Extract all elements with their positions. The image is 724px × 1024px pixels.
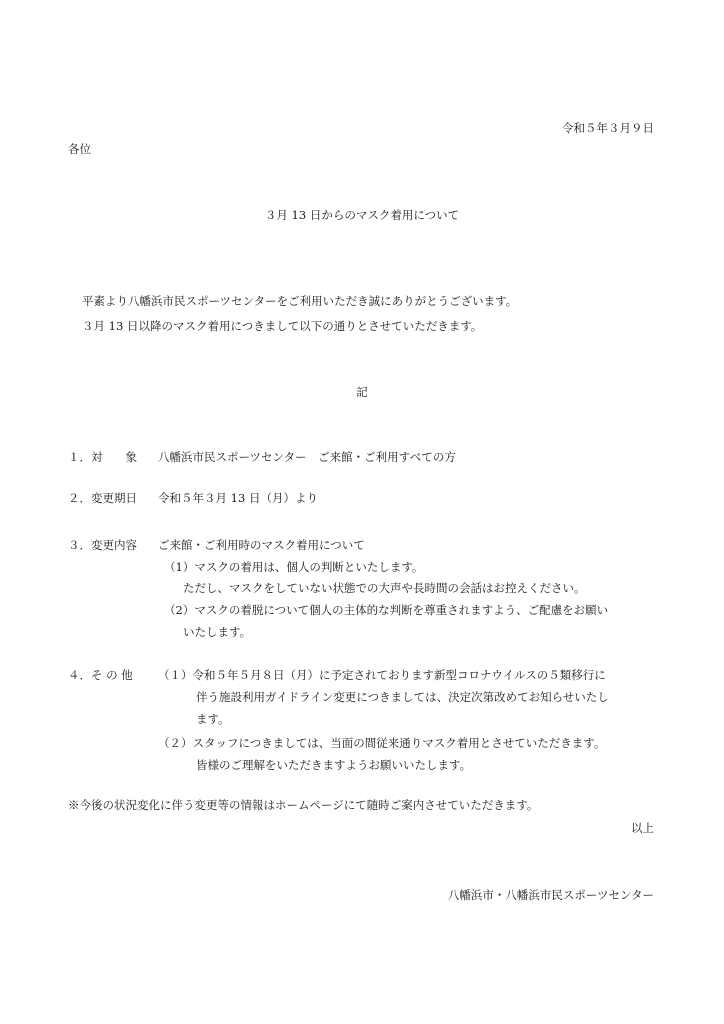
addressee: 各位: [68, 142, 91, 156]
item-target-value: 八幡浜市民スポーツセンター ご来館・ご利用すべての方: [158, 450, 456, 464]
item-other-line-2: 伴う施設利用ガイドライン変更につきましては、決定次第改めてお知らせいたし: [196, 690, 609, 704]
item-change-content-value: ご来館・ご利用時のマスク着用について: [158, 538, 365, 552]
item-change-date-label: ２．変更期日: [68, 491, 137, 505]
item-other-line-5: 皆様のご理解をいただきますようお願いいたします。: [196, 758, 472, 772]
item-other-label: ４．そ の 他: [68, 668, 133, 682]
intro-line-2: ３月 13 日以降のマスク着用につきまして以下の通りとさせていただきます。: [82, 319, 483, 333]
closing: 以上: [631, 821, 654, 835]
item-change-content-line-2: ただし、マスクをしていない状態での大声や長時間の会話はお控えください。: [183, 581, 586, 595]
document-title: ３月 13 日からのマスク着用について: [264, 208, 460, 222]
note: ※今後の状況変化に伴う変更等の情報はホームページにて随時ご案内させていただきます。: [68, 798, 539, 812]
item-other-line-4: （２）スタッフにつきましては、当面の間従来通りマスク着用とさせていただきます。: [158, 736, 606, 750]
item-change-date-value: 令和５年３月 13 日（月）より: [158, 491, 318, 505]
item-change-content-line-3: （2）マスクの着脱について個人の主体的な判断を尊重されますよう、ご配慮をお願い: [164, 603, 609, 617]
item-change-content-line-1: （1）マスクの着用は、個人の判断といたします。: [164, 560, 424, 574]
item-change-content-label: ３．変更内容: [68, 538, 137, 552]
item-target-label: １．対 象: [68, 450, 137, 464]
issuer: 八幡浜市・八幡浜市民スポーツセンター: [447, 888, 654, 902]
item-other-line-3: ます。: [196, 712, 230, 726]
document-date: 令和５年３月９日: [562, 121, 654, 135]
item-other-line-1: （１）令和５年５月８日（月）に予定されております新型コロナウイルスの５類移行に: [158, 668, 606, 682]
item-change-content-line-4: いたします。: [183, 625, 252, 639]
ki-heading: 記: [356, 385, 368, 399]
intro-line-1: 平素より八幡浜市民スポーツセンターをご利用いただき誠にありがとうございます。: [82, 294, 518, 308]
